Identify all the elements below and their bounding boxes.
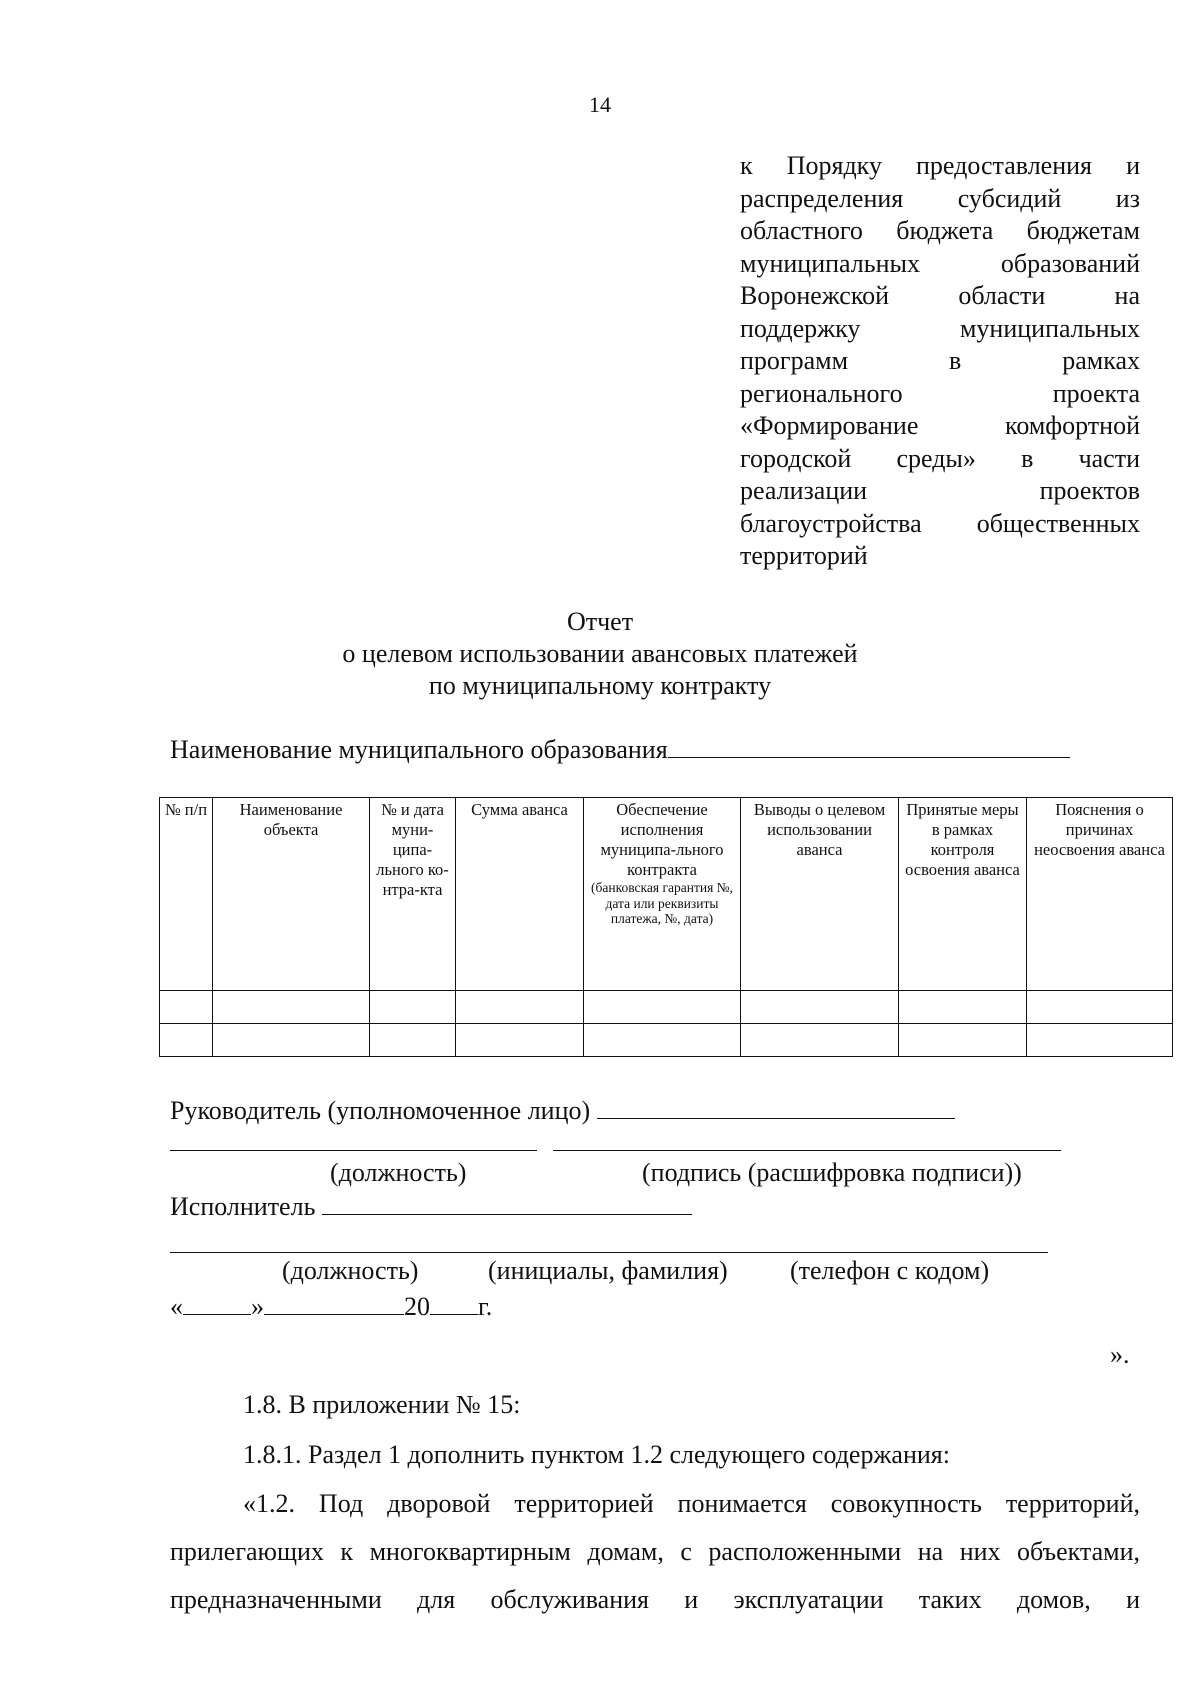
appendix-line: благоустройства общественных — [740, 508, 1140, 538]
position-blank — [170, 1150, 537, 1151]
report-title — [0, 606, 1200, 702]
municipality-name-blank — [668, 733, 1070, 758]
page-number: 14 — [589, 92, 611, 117]
appendix-line: программ в рамках — [740, 346, 1140, 375]
head-label: Руководитель (уполномоченное лицо) — [170, 1096, 591, 1125]
table-cell — [899, 1024, 1027, 1057]
appendix-line: Воронежской области на — [740, 281, 1140, 310]
appendix-line: реализации проектов — [740, 476, 1140, 505]
table-header-row — [160, 798, 1173, 991]
date-line: « » 20 г. — [170, 1292, 493, 1321]
head-blank — [597, 1094, 955, 1119]
table-cell — [1027, 1024, 1173, 1057]
table-cell — [899, 991, 1027, 1024]
report-table — [159, 797, 1173, 1057]
header-cell: Наименование объекта — [213, 798, 370, 991]
body-line: предназначенными для обслуживания и эксплуатации таких домов, и — [170, 1585, 1140, 1614]
municipality-name-label: Наименование муниципального образования — [170, 735, 668, 764]
table-cell — [213, 1024, 370, 1057]
table-cell — [456, 991, 584, 1024]
table-cell — [1027, 991, 1173, 1024]
table-cell — [160, 991, 213, 1024]
table-cell — [370, 991, 456, 1024]
header-cell: № п/п — [160, 798, 213, 991]
table-cell — [741, 991, 899, 1024]
appendix-line: поддержку муниципальных — [740, 313, 1140, 343]
header-cell: Принятые меры в рамках контроля освоения аванса — [899, 798, 1027, 991]
header-note: (банковская гарантия №, дата или реквизиты платежа, №, дата) — [591, 880, 733, 926]
signature-caption: (подпись (расшифровка подписи)) — [642, 1158, 1022, 1187]
appendix-line: городской среды» в части — [740, 443, 1140, 473]
table-cell — [584, 991, 741, 1024]
table-row — [160, 1024, 1173, 1057]
executor-position-caption: (должность) — [282, 1256, 419, 1285]
head-signature-line — [170, 1094, 955, 1126]
appendix-line: регионального проекта — [740, 378, 1140, 408]
header-cell: Сумма аванса — [456, 798, 584, 991]
phone-caption: (телефон с кодом) — [790, 1256, 990, 1285]
appendix-reference — [740, 150, 1140, 573]
closing-quote: ». — [1110, 1340, 1130, 1369]
paragraph-1-8: 1.8. В приложении № 15: — [243, 1390, 521, 1419]
report-title-line: о целевом использовании авансовых платежей — [342, 639, 858, 668]
report-title-line: Отчет — [566, 607, 634, 636]
table-cell — [213, 991, 370, 1024]
table-cell — [160, 1024, 213, 1057]
executor-blank — [322, 1190, 692, 1215]
executor-line — [170, 1190, 692, 1222]
body-line: прилегающих к многоквартирным домам, с расположенными на них объектами, — [170, 1537, 1140, 1566]
header-cell: Обеспечение исполнения муниципа-льного контракта (банковская гарантия №, дата или реквизиты платежа, №, дата) — [584, 798, 741, 991]
header-cell: № и дата муни-ципа-льного ко-нтра-кта — [370, 798, 456, 991]
body-line: «1.2. Под дворовой территорией понимается совокупность территорий, — [243, 1489, 1140, 1518]
header-cell: Выводы о целевом использовании аванса — [741, 798, 899, 991]
month-blank — [264, 1290, 404, 1315]
table-cell — [370, 1024, 456, 1057]
executor-label: Исполнитель — [170, 1192, 316, 1221]
executor-details-blank — [170, 1252, 1048, 1253]
table-cell — [456, 1024, 584, 1057]
initials-caption: (инициалы, фамилия) — [488, 1256, 728, 1285]
appendix-line: распределения субсидий из — [740, 183, 1140, 213]
table-cell — [741, 1024, 899, 1057]
position-caption: (должность) — [330, 1158, 467, 1187]
appendix-line: муниципальных образований — [740, 248, 1140, 278]
signature-blank — [553, 1150, 1061, 1151]
table-row — [160, 991, 1173, 1024]
year-blank — [430, 1290, 478, 1315]
report-title-line: по муниципальному контракту — [428, 671, 772, 700]
header-cell: Пояснения о причинах неосвоения аванса — [1027, 798, 1173, 991]
paragraph-1-2 — [170, 1480, 1140, 1624]
municipality-name-field — [170, 733, 1070, 765]
appendix-line: к Порядку предоставления и — [740, 151, 1140, 180]
day-blank — [183, 1290, 251, 1315]
table-cell — [584, 1024, 741, 1057]
appendix-line: областного бюджета бюджетам — [740, 216, 1140, 245]
appendix-line: территорий — [740, 541, 868, 570]
appendix-line: «Формирование комфортной — [740, 411, 1140, 440]
paragraph-1-8-1: 1.8.1. Раздел 1 дополнить пунктом 1.2 следующего содержания: — [243, 1440, 950, 1469]
